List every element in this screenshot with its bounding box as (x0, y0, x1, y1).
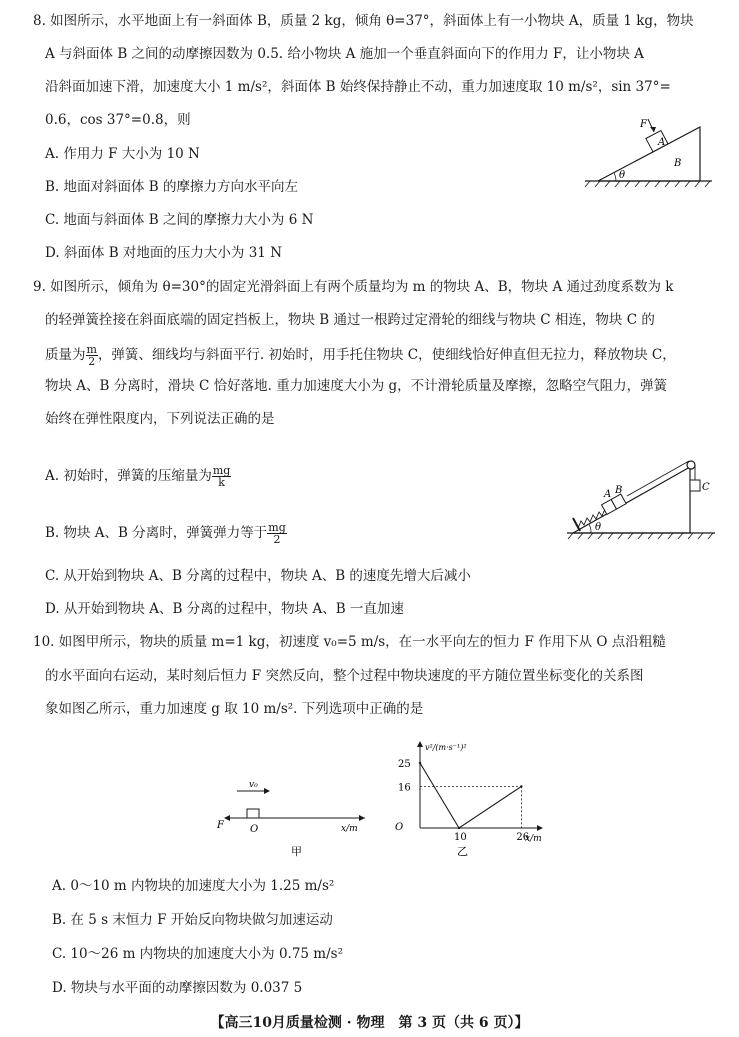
figure-jia (215, 765, 375, 860)
q8-option-d: D. 斜面体 B 对地面的压力大小为 31 N (45, 245, 283, 261)
q9-option-b-fraction (267, 522, 286, 545)
q9-option-b-den: 2 (273, 533, 281, 546)
q10-option-b: B. 在 5 s 末恒力 F 开始反向物块做匀加速运动 (52, 912, 333, 928)
q8-line-1: 8. 如图所示，水平地面上有一斜面体 B，质量 2 kg，倾角 θ=37°，斜面体上有一小物块 A，质量 1 kg，物块 (33, 13, 694, 29)
data-line (420, 763, 521, 828)
incline-pulley-figure-q9 (565, 430, 725, 545)
q9-option-a-text: A. 初始时，弹簧的压缩量为 (45, 468, 212, 484)
q9-option-a-den: k (218, 476, 225, 489)
page-footer: 【高三10月质量检测 · 物理 第 3 页（共 6 页）】 (210, 1015, 529, 1031)
q9-line-5: 始终在弹性限度内，下列说法正确的是 (45, 411, 275, 427)
y-axis-arrow (417, 741, 423, 747)
label-theta: θ (619, 170, 626, 181)
label-a: A (658, 137, 666, 148)
origin-label: O (395, 822, 404, 833)
x-tick-label: 10 (454, 832, 467, 843)
q10-option-c: C. 10～26 m 内物块的加速度大小为 0.75 m/s² (52, 946, 344, 962)
label-origin: O (250, 824, 259, 835)
q10-option-d: D. 物块与水平面的动摩擦因数为 0.037 5 (52, 980, 303, 996)
label-b: B (615, 485, 623, 496)
incline-figure-q8 (580, 115, 720, 195)
x-tick-label: 26 (516, 832, 530, 843)
q8-option-c: C. 地面与斜面体 B 之间的摩擦力大小为 6 N (45, 212, 314, 228)
q9-option-d: D. 从开始到物块 A、B 分离的过程中，物块 A、B 一直加速 (45, 601, 404, 617)
q9-option-a (45, 465, 231, 488)
label-f: F (217, 820, 224, 831)
q9-mass-den: 2 (88, 355, 96, 368)
q9-option-a-fraction (212, 465, 231, 488)
q10-line-2: 的水平面向右运动，某时刻后恒力 F 突然反向，整个过程中物块速度的平方随位置坐标变化的关系图 (45, 668, 644, 684)
q9-option-b (45, 522, 287, 545)
q8-line-2: A 与斜面体 B 之间的动摩擦因数为 0.5. 给小物块 A 施加一个垂直斜面向下的作用力 F，让小物块 A (45, 46, 644, 62)
q9-line-3-rest: ，弹簧、细线均与斜面平行. 初始时，用手托住物块 C，使细线恰好伸直但无拉力，释放物块 C， (97, 347, 676, 363)
q10-line-3: 象如图乙所示，重力加速度 g 取 10 m/s². 下列选项中正确的是 (45, 701, 424, 717)
y-tick-label: 16 (398, 782, 411, 794)
data-point (458, 827, 460, 829)
figure-yi-chart (385, 738, 550, 858)
q9-mass-prefix: 质量为 (45, 347, 86, 363)
q8-option-a: A. 作用力 F 大小为 10 N (45, 146, 200, 162)
x-axis-arrow (537, 825, 543, 831)
y-tick-label: 25 (398, 759, 411, 770)
y-axis-label: v²/(m·s⁻¹)² (425, 743, 467, 752)
x-axis-label: x/m (341, 824, 358, 834)
label-a: A (604, 489, 612, 500)
q9-option-a-num: mg (212, 464, 231, 477)
label-theta: θ (595, 522, 602, 533)
data-point (419, 762, 421, 764)
q9-line-3 (45, 344, 676, 367)
q8-line-3: 沿斜面加速下滑，加速度大小 1 m/s²，斜面体 B 始终保持静止不动，重力加速度取 10 m/s²，sin 37°= (45, 79, 671, 95)
x-axis-label: x/m (525, 834, 542, 844)
q9-mass-num: m (86, 343, 97, 356)
q8-option-b: B. 地面对斜面体 B 的摩擦力方向水平向左 (45, 179, 299, 195)
q9-line-2: 的轻弹簧拴接在斜面底端的固定挡板上，物块 B 通过一根跨过定滑轮的细线与物块 C 相连，物块 C 的 (45, 312, 655, 328)
q9-option-c: C. 从开始到物块 A、B 分离的过程中，物块 A、B 的速度先增大后减小 (45, 568, 471, 584)
label-b: B (674, 158, 682, 169)
label-f: F (640, 119, 647, 130)
caption-jia: 甲 (291, 845, 302, 858)
label-c: C (702, 482, 710, 493)
label-v0: v₀ (249, 780, 258, 790)
q8-line-4: 0.6，cos 37°=0.8，则 (45, 112, 191, 128)
q10-line-1: 10. 如图甲所示，物块的质量 m=1 kg，初速度 v₀=5 m/s，在一水平向左的恒力 F 作用下从 O 点沿粗糙 (33, 634, 666, 650)
q9-line-1: 9. 如图所示，倾角为 θ=30°的固定光滑斜面上有两个质量均为 m 的物块 A、B，物块 A 通过劲度系数为 k (33, 279, 674, 295)
q9-mass-fraction (86, 344, 98, 367)
q10-option-a: A. 0～10 m 内物块的加速度大小为 1.25 m/s² (52, 878, 335, 894)
q9-option-b-num: mg (268, 521, 286, 534)
q9-option-b-text: B. 物块 A、B 分离时，弹簧弹力等于 (45, 525, 268, 541)
q9-line-4: 物块 A、B 分离时，滑块 C 恰好落地. 重力加速度大小为 g，不计滑轮质量及摩擦，忽略空气阻力，弹簧 (45, 378, 668, 394)
caption-yi: 乙 (457, 845, 468, 858)
